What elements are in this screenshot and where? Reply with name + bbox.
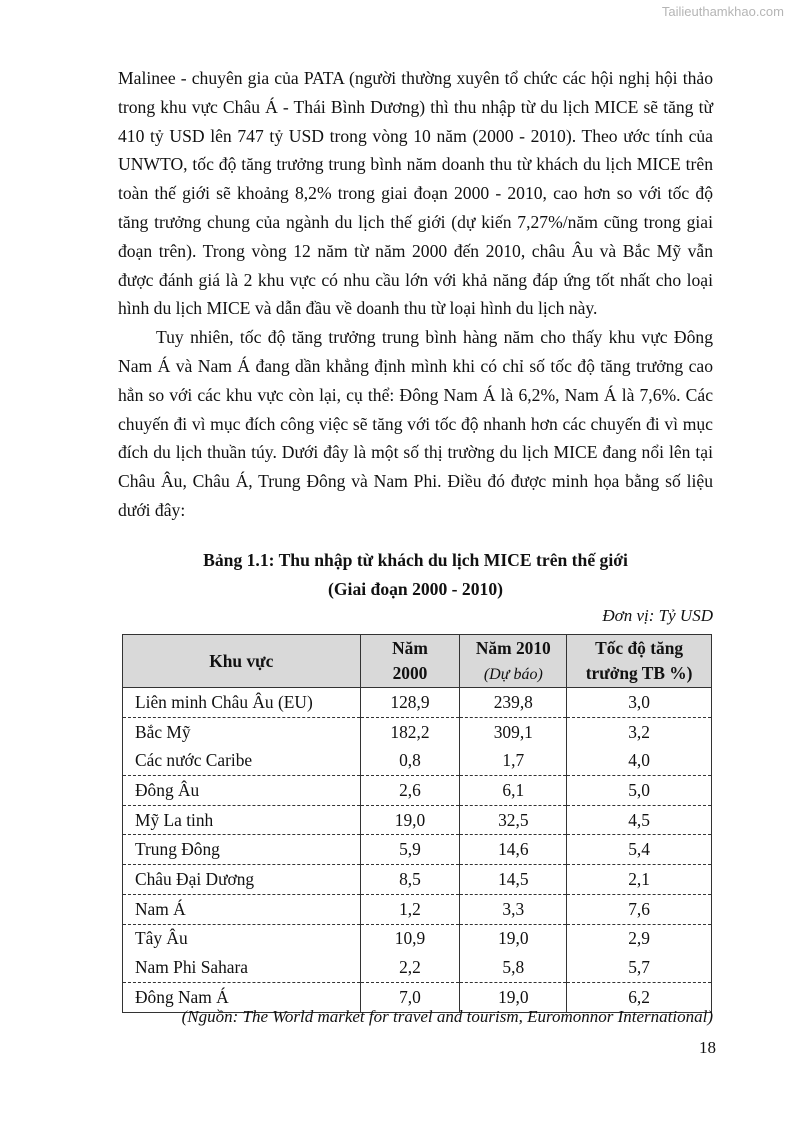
table-row: [123, 865, 712, 895]
cell-growth: 3,2: [567, 717, 712, 746]
cell-value-2000: 2,6: [360, 776, 460, 806]
cell-region: Nam Phi Sahara: [123, 953, 361, 982]
cell-value-2000: 0,8: [360, 746, 460, 775]
table-row: [123, 835, 712, 865]
cell-value-2000: 10,9: [360, 924, 460, 953]
table-row: [123, 746, 712, 775]
cell-value-2010: 5,8: [460, 953, 567, 982]
cell-growth: 3,0: [567, 688, 712, 718]
cell-value-2010: 239,8: [460, 688, 567, 718]
table-row: [123, 894, 712, 924]
header-growth: [567, 635, 712, 688]
paragraph: Tuy nhiên, tốc độ tăng trưởng trung bình hàng năm cho thấy khu vực Đông Nam Á và Nam Á đang dần khẳng định mình khi có chỉ số tốc độ tăng trưởng cao hẳn so với các khu vực còn lại, cụ thể: Đông Nam Á là 6,2%, Nam Á là 7,6%. Các chuyến đi vì mục đích công việc sẽ tăng với tốc độ nhanh hơn các chuyến đi vì mục đích du lịch thuần túy. Dưới đây là một số thị trường du lịch MICE đang nổi lên tại Châu Âu, Châu Á, Trung Đông và Nam Phi. Điều đó được minh họa bằng số liệu dưới đây:: [118, 327, 713, 520]
cell-growth: 2,1: [567, 865, 712, 895]
cell-value-2010: 14,6: [460, 835, 567, 865]
header-region: Khu vực: [123, 635, 361, 688]
watermark: Tailieuthamkhao.com: [661, 4, 784, 19]
cell-growth: 4,0: [567, 746, 712, 775]
cell-region: Đông Âu: [123, 776, 361, 806]
table-row: [123, 688, 712, 718]
cell-value-2010: 19,0: [460, 982, 567, 1012]
cell-value-2000: 1,2: [360, 894, 460, 924]
table-unit: Đơn vị: Tỷ USD: [602, 606, 713, 625]
table-row: [123, 953, 712, 982]
cell-value-2000: 182,2: [360, 717, 460, 746]
header-2000-line2: 2000: [392, 663, 428, 683]
cell-region: Liên minh Châu Âu (EU): [123, 688, 361, 718]
cell-region: Trung Đông: [123, 835, 361, 865]
cell-growth: 7,6: [567, 894, 712, 924]
cell-value-2000: 7,0: [360, 982, 460, 1012]
cell-value-2010: 32,5: [460, 805, 567, 835]
cell-value-2000: 128,9: [360, 688, 460, 718]
header-2010-line1: Năm 2010: [475, 637, 551, 658]
cell-region: Mỹ La tinh: [123, 805, 361, 835]
cell-value-2010: 14,5: [460, 865, 567, 895]
header-growth-line1: Tốc độ tăng: [595, 638, 684, 658]
header-2010: [460, 635, 567, 688]
cell-region: Đông Nam Á: [123, 982, 361, 1012]
cell-value-2010: 309,1: [460, 717, 567, 746]
page-number: 18: [699, 1038, 716, 1057]
table-source: (Nguồn: The World market for travel and tourism, Euromonnor International): [181, 1007, 713, 1026]
cell-region: Châu Đại Dương: [123, 865, 361, 895]
data-table: [122, 634, 712, 1013]
cell-growth: 4,5: [567, 805, 712, 835]
table-row: [123, 717, 712, 746]
table-row: [123, 924, 712, 953]
cell-region: Nam Á: [123, 894, 361, 924]
cell-region: Các nước Caribe: [123, 746, 361, 775]
table-header-row: [123, 635, 712, 688]
cell-value-2000: 2,2: [360, 953, 460, 982]
header-growth-line2: trưởng TB %): [585, 663, 693, 683]
cell-value-2010: 19,0: [460, 924, 567, 953]
table-row: [123, 805, 712, 835]
table-subtitle: (Giai đoạn 2000 - 2010): [328, 579, 503, 599]
cell-growth: 5,7: [567, 953, 712, 982]
cell-growth: 5,0: [567, 776, 712, 806]
body-text: [118, 64, 713, 525]
cell-growth: 5,4: [567, 835, 712, 865]
cell-value-2000: 19,0: [360, 805, 460, 835]
paragraph: Malinee - chuyên gia của PATA (người thường xuyên tổ chức các hội nghị hội thảo trong khu vực Châu Á - Thái Bình Dương) thì thu nhập từ du lịch MICE sẽ tăng từ 410 tỷ USD lên 747 tỷ USD trong vòng 10 năm (2000 - 2010). Theo ước tính của UNWTO, tốc độ tăng trưởng trung bình năm doanh thu từ khách du lịch MICE trên toàn thế giới sẽ khoảng 8,2% trong giai đoạn 2000 - 2010, cao hơn so với tốc độ tăng trưởng chung của ngành du lịch thế giới (dự kiến 7,27%/năm cũng trong giai đoạn trên). Trong vòng 12 năm từ năm 2000 đến 2010, châu Âu và Bắc Mỹ vẫn được đánh giá là 2 khu vực có nhu cầu lớn với khả năng đáp ứng tốt nhất cho loại hình du lịch MICE và dẫn đầu về doanh thu từ loại hình du lịch này.: [118, 68, 713, 319]
table-title: Bảng 1.1: Thu nhập từ khách du lịch MICE trên thế giới: [203, 550, 628, 570]
header-2000-line1: Năm: [392, 638, 428, 658]
cell-value-2010: 1,7: [460, 746, 567, 775]
header-2000: [360, 635, 460, 688]
cell-value-2010: 3,3: [460, 894, 567, 924]
cell-region: Bắc Mỹ: [123, 717, 361, 746]
cell-growth: 6,2: [567, 982, 712, 1012]
table-row: [123, 776, 712, 806]
cell-value-2000: 5,9: [360, 835, 460, 865]
cell-value-2010: 6,1: [460, 776, 567, 806]
cell-value-2000: 8,5: [360, 865, 460, 895]
cell-growth: 2,9: [567, 924, 712, 953]
header-2010-note: (Dự báo): [483, 665, 543, 683]
cell-region: Tây Âu: [123, 924, 361, 953]
